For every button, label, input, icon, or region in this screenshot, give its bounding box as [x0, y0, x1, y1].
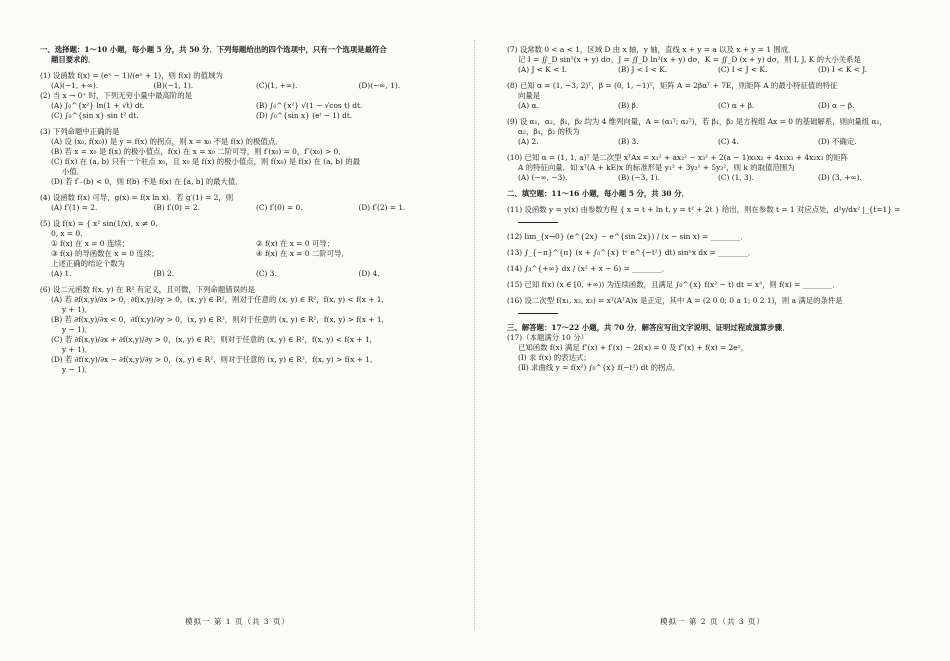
- answer-option: ③ f(x) 的导函数在 x = 0 连续；: [51, 249, 159, 258]
- answer-options: [40, 111, 461, 121]
- question-text: (9) 设 α₁，α₂，β₁，β₂ 均为 4 维列向量，A = (α₁ᵀ; α₂ᵀ)，若 β₁，β₂ 是方程组 Ax = 0 的基础解系，则向量组 α₁，: [507, 117, 887, 126]
- question-text: 已知函数 f(x) 满足 f″(x) + f′(x) − 2f(x) = 0 及 f″(x) + f(x) = 2eˣ，: [518, 343, 749, 352]
- answer-option: (C)(1, +∞).: [256, 81, 298, 90]
- question-text: (B) 若 x = x₀ 是 f(x) 的极小值点，f(x) 在 x = x₀ 二阶可导，则 f′(x₀) = 0，f″(x₀) > 0．: [51, 147, 346, 156]
- answer-option: (C) 3.: [256, 269, 277, 278]
- question-text: α₂，β₁，β₂ 的秩为: [518, 127, 580, 136]
- question-text: (15) 已知 f(x) (x ∈ [0, +∞)) 为连续函数，且满足 ∫₀^{x} f(x² − t) dt = x³，则 f(x) = ________．: [507, 280, 840, 289]
- question-text: 0, x = 0.: [51, 229, 83, 238]
- question-text: (A) 设 (x₀, f(x₀)) 是 y = f(x) 的拐点，则 x = x₀ 不是 f(x) 的极值点．: [51, 137, 283, 146]
- question-text: (8) 已知 α = (1, −3, 2)ᵀ，β = (0, 1, −1)ᵀ，矩阵 A = 2βαᵀ + 7E，则矩阵 A 的最小特征值的特征: [507, 81, 838, 90]
- answer-options: [40, 81, 461, 91]
- question-text: (A) 若 ∂f(x,y)/∂x > 0，∂f(x,y)/∂y > 0，(x, y) ∈ R²，则对于任意的 (x, y) ∈ R²，f(x, y) < f(x + 1,: [51, 295, 384, 304]
- question-text: (10) 已知 α = (1, 1, a)ᵀ 是二次型 xᵀAx = x₁² + ax₂² − x₃² + 2(a − 1)x₁x₂ + 4x₁x₃ + 4x₂x₃ 的矩阵: [507, 153, 848, 162]
- answer-option: (B) 3.: [618, 137, 639, 146]
- answer-option: ④ f(x) 在 x = 0 二阶可导．: [256, 249, 349, 258]
- answer-blank[interactable]: [507, 306, 918, 317]
- answer-options: [507, 101, 918, 111]
- page-footer-left: 模拟一 第 1 页（共 3 页）: [185, 617, 290, 626]
- answer-option: (C) f′(0) = 0.: [256, 203, 303, 212]
- question-text: y − 1)．: [62, 325, 93, 334]
- answer-options: [507, 65, 918, 75]
- question-text: (4) 设函数 f(x) 可导，g(x) = f(x ln x)．若 g′(1) = 2，则: [40, 193, 234, 202]
- section-heading: 题目要求的．: [51, 55, 96, 64]
- answer-option: (B) f′(0) = 2.: [153, 203, 200, 212]
- question-text: (2) 当 x → 0⁺ 时，下列无穷小量中最高阶的是: [40, 91, 193, 100]
- section-heading: 一、选择题：1～10 小题，每小题 5 分，共 50 分．下列每题给出的四个选项中，只有一个选项是最符合: [40, 45, 387, 54]
- answer-option: (C) 4.: [718, 137, 739, 146]
- exam-page-right: [475, 0, 950, 661]
- answer-option: (B) (−3, 1).: [618, 173, 660, 182]
- answer-option: ② f(x) 在 x = 0 可导；: [256, 239, 335, 248]
- answer-option: (D) f′(2) = 1.: [358, 203, 406, 212]
- question-text: (14) ∫₃^{+∞} dx / (x² + x − 6) = ________．: [507, 264, 670, 273]
- answer-option: (A) ∫₀^{x²} ln(1 + √t) dt.: [51, 101, 145, 110]
- answer-option: (B) β.: [618, 101, 639, 110]
- answer-option: (C) (1, 3).: [718, 173, 754, 182]
- answer-option: (D) I < K < J.: [818, 65, 868, 74]
- answer-option: (B) 2.: [153, 269, 175, 278]
- question-text: (11) 设函数 y = y(x) 由参数方程 { x = t + ln t, y = t² + 2t } 给出，则在参数 t = 1 对应点处，d²y/dx² |_{t=1} =: [507, 205, 901, 214]
- answer-option: (A) α.: [518, 101, 539, 110]
- page-footer-right: 模拟一 第 2 页（共 3 页）: [660, 617, 765, 626]
- question-text: (13) ∫_{−π}^{π} (x + ∫₀^{x} tᵉ e^{−t²} dt) sinⁿx dx = ________．: [507, 248, 756, 257]
- answer-option: (D) ∫₀^{sin x} (eᵗ − 1) dt.: [256, 111, 353, 120]
- answer-options: [40, 203, 461, 213]
- answer-option: (C) α + β.: [718, 101, 755, 110]
- answer-options: [507, 137, 918, 147]
- answer-option: (A) J < K < I.: [518, 65, 567, 74]
- question-text: (C) 若 ∂f(x,y)/∂x + ∂f(x,y)/∂y > 0，(x, y) ∈ R²，则对于任意的 (x, y) ∈ R²，f(x, y) < f(x + 1,: [51, 335, 373, 344]
- answer-option: (D) (3, +∞).: [818, 173, 862, 182]
- answer-option: (A) (−∞, −3).: [518, 173, 568, 182]
- answer-option: (B)(−1, 1).: [153, 81, 194, 90]
- question-text: y + 1)．: [62, 345, 93, 354]
- section-heading: 三、解答题：17～22 小题，共 70 分．解答应写出文字说明、证明过程或演算步骤．: [507, 323, 790, 332]
- question-text: 向量是: [518, 91, 541, 100]
- question-text: (17)（本题满分 10 分）: [507, 333, 589, 342]
- answer-option: (D) α − β.: [818, 101, 855, 110]
- question-text: 上述正确的结论个数为: [51, 259, 125, 268]
- answer-options: [40, 249, 461, 259]
- question-text: (7) 设常数 0 < a < 1，区域 D 由 x 轴，y 轴，直线 x + y = a 以及 x + y = 1 围成．: [507, 45, 796, 54]
- question-text: (12) lim_{x→0} (e^{2x} − e^{sin 2x}) / (x − sin x) = ________．: [507, 232, 748, 241]
- blank-line: [518, 306, 558, 314]
- question-text: (6) 设二元函数 f(x, y) 在 R² 有定义，且可微，下列命题错误的是: [40, 285, 255, 294]
- answer-option: (B) J < I < K.: [618, 65, 668, 74]
- answer-option: (C) I < J < K.: [718, 65, 768, 74]
- question-text: (5) 设 f(x) = { x² sin(1/x), x ≠ 0,: [40, 219, 158, 228]
- answer-blank[interactable]: [507, 215, 918, 226]
- answer-option: (A)(−1, +∞).: [51, 81, 99, 90]
- answer-option: (A) 1.: [51, 269, 72, 278]
- answer-option: ① f(x) 在 x = 0 连续；: [51, 239, 130, 248]
- answer-option: (A) f′(1) = 2.: [51, 203, 98, 212]
- question-text: A 的特征向量．如 xᵀ(A + kE)x 的标准形是 y₁² + 3y₂² + 5y₃²，则 k 的取值范围为: [518, 163, 795, 172]
- answer-option: (B) ∫₀^{x²} √(1 − √cos t) dt.: [256, 101, 363, 110]
- answer-option: (D) 4.: [358, 269, 380, 278]
- section-heading: 二、填空题：11～16 小题，每小题 5 分，共 30 分．: [507, 189, 689, 198]
- question-text: y − 1)．: [62, 365, 93, 374]
- answer-options: [40, 269, 461, 279]
- question-text: 记 I = ∬_D sin²(x + y) dσ，J = ∬_D ln²(x + y) dσ，K = ∬_D (x + y) dσ，则 I, J, K 的大小关系是: [518, 55, 861, 64]
- answer-option: (C) ∫₀^{sin x} sin t² dt.: [51, 111, 139, 120]
- question-text: (B) 若 ∂f(x,y)/∂x < 0，∂f(x,y)/∂y > 0，(x, y) ∈ R²，则对于任意的 (x, y) ∈ R²，f(x, y) > f(x + 1,: [51, 315, 384, 324]
- answer-options: [507, 173, 918, 183]
- question-text: (D) 若 ∂f(x,y)/∂x − ∂f(x,y)/∂y > 0，(x, y) ∈ R²，则对于任意的 (x, y) ∈ R²，f(x, y) > f(x + 1,: [51, 355, 373, 364]
- answer-options: [40, 101, 461, 111]
- answer-option: (A) 2.: [518, 137, 539, 146]
- question-text: 小值．: [62, 167, 85, 176]
- answer-options: [40, 239, 461, 249]
- question-text: (Ⅱ) 求曲线 y = f(x²) ∫₀^{x} f(−t²) dt 的拐点．: [518, 363, 681, 372]
- question-text: (16) 设二次型 f(x₁, x₂, x₃) = xᵀ(AᵀA)x 是正定，其中 A = (2 0 0; 0 a 1; 0 2 1)，则 a 满足的条件是: [507, 296, 843, 305]
- answer-option: (D) 不确定.: [818, 137, 857, 146]
- question-text: (C) f(x) 在 (a, b) 只有一个驻点 x₀，且 x₀ 是 f(x) 的极小值点，则 f(x₀) 是 f(x) 在 (a, b) 的最: [51, 157, 360, 166]
- answer-option: (D)(−∞, 1).: [358, 81, 401, 90]
- question-text: (D) 若 f′₋(b) < 0，则 f(b) 不是 f(x) 在 [a, b] 的最大值．: [51, 177, 243, 186]
- question-text: y + 1)．: [62, 305, 93, 314]
- question-text: (3) 下列命题中正确的是: [40, 127, 120, 136]
- blank-line: [518, 215, 558, 223]
- question-text: (1) 设函数 f(x) = (eˣ − 1)/(eˣ + 1)，则 f(x) 的值域为: [40, 71, 223, 80]
- question-text: (Ⅰ) 求 f(x) 的表达式；: [518, 353, 591, 362]
